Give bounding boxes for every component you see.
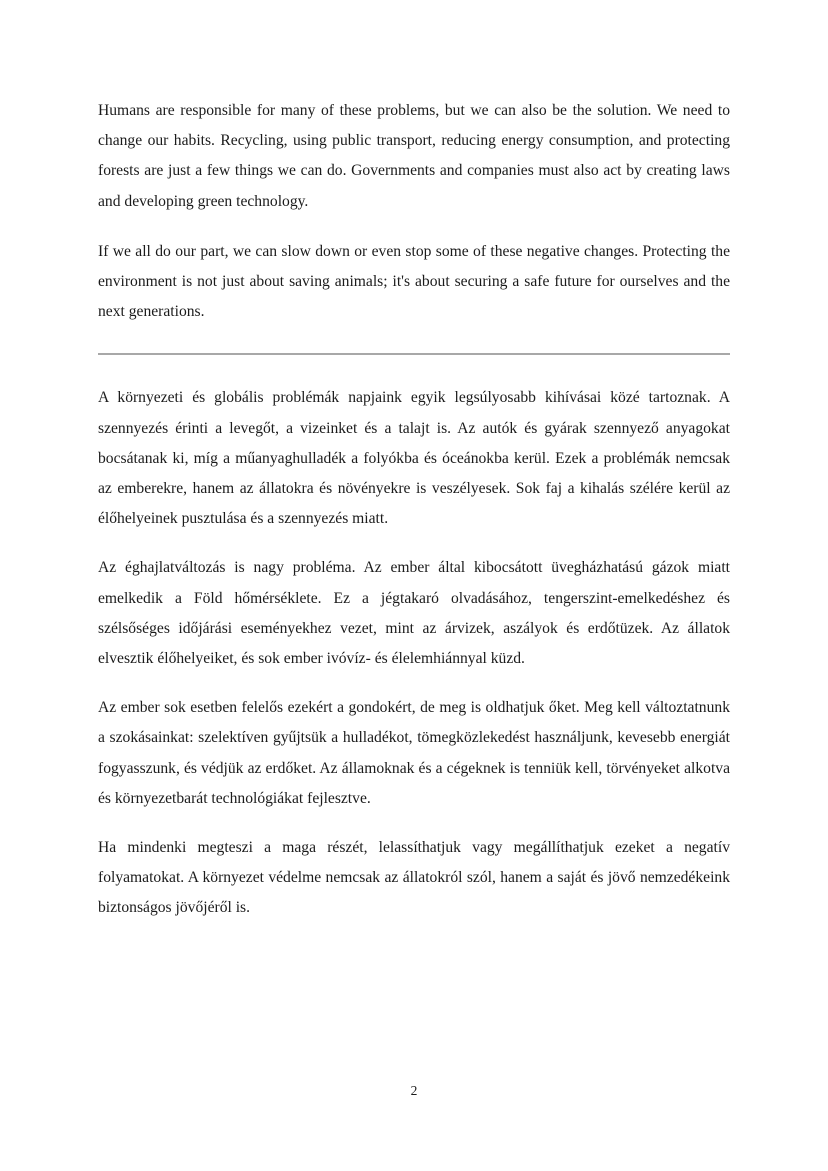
english-section (98, 96, 730, 327)
document-body (98, 96, 730, 943)
paragraph-hu-3: Az ember sok esetben felelős ezekért a gondokért, de meg is oldhatjuk őket. Meg kell változtatnunk a szokásainkat: szelektíven gyűjtsük a hulladékot, tömegközlekedést használjunk, kevesebb energiát fogyasszunk, és védjük az erdőket. Az államoknak és a cégeknek is tenniük kell, törvényeket alkotva és környezetbarát technológiákat fejlesztve. (98, 699, 730, 807)
section-divider (98, 353, 730, 355)
hungarian-section (98, 383, 730, 923)
paragraph-hu-4: Ha mindenki megteszi a maga részét, lelassíthatjuk vagy megállíthatjuk ezeket a negatív folyamatokat. A környezet védelme nemcsak az állatokról szól, hanem a saját és jövő nemzedékeink biztonságos jövőjéről is. (98, 839, 730, 917)
paragraph-en-1: Humans are responsible for many of these problems, but we can also be the solution. We need to change our habits. Recycling, using public transport, reducing energy consumption, and protecting forests are just a few things we can do. Governments and companies must also act by creating laws and developing green technology. (98, 102, 730, 210)
paragraph-en-2: If we all do our part, we can slow down or even stop some of these negative changes. Protecting the environment is not just about saving animals; it's about securing a safe future for ourselves and the next generations. (98, 242, 730, 321)
paragraph-hu-1: A környezeti és globális problémák napjaink egyik legsúlyosabb kihívásai közé tartoznak. A szennyezés érinti a levegőt, a vizeinket és a talajt is. Az autók és gyárak szennyező anyagokat bocsátanak ki, míg a műanyaghulladék a folyókba és óceánokba kerül. Ezek a problémák nemcsak az emberekre, hanem az állatokra és növényekre is veszélyesek. Sok faj a kihalás szélére kerül az élőhelyeinek pusztulása és a szennyezés miatt. (98, 389, 730, 528)
paragraph-hu-2: Az éghajlatváltozás is nagy probléma. Az ember által kibocsátott üvegházhatású gázok miatt emelkedik a Föld hőmérséklete. Ez a jégtakaró olvadásához, tengerszint-emelkedéshez és szélsőséges időjárási eseményekhez vezet, mint az árvizek, aszályok és erdőtüzek. Az állatok elvesztik élőhelyeiket, és sok ember ivóvíz- és élelemhiánnyal küzd. (98, 559, 730, 668)
page-number: 2 (410, 1083, 418, 1098)
